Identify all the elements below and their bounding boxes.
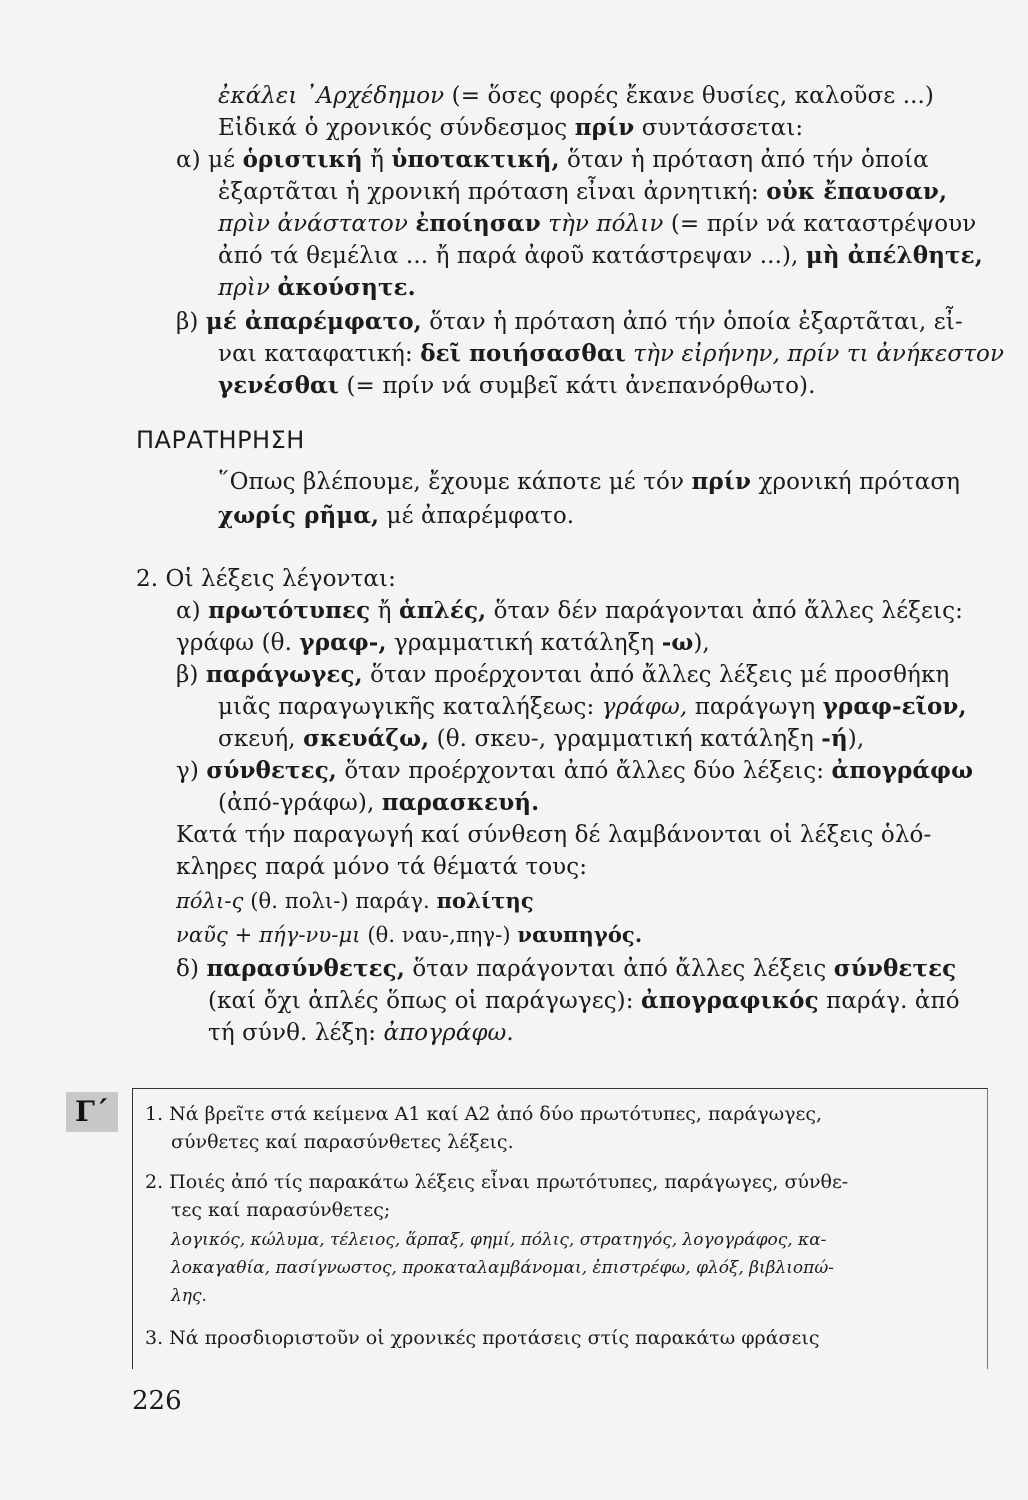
beta-line-2: ναι καταφατική: δεῖ ποιήσασθαι τὴν εἰρήνην, πρίν τι ἀνήκεστον <box>218 340 1005 367</box>
page-number: 226 <box>132 1386 182 1416</box>
section2-title: 2. Οἱ λέξεις λέγονται: <box>136 566 397 592</box>
section2-gamma-2: (ἀπό-γράφω), παρασκευή. <box>218 789 540 816</box>
beta-line-1: β) μέ ἀπαρέμφατο, ὅταν ἡ πρόταση ἀπό τήν ὁποία ἐξαρτᾶται, εἶ- <box>176 308 963 335</box>
alpha-line-5: πρὶν ἀκούσητε. <box>218 274 416 301</box>
alpha-line-3: πρὶν ἀνάστατον ἐποίησαν τὴν πόλιν (= πρίν νά καταστρέψουν <box>218 210 977 237</box>
remark-line-2: χωρίς ρῆμα, μέ ἀπαρέμφατο. <box>218 502 575 529</box>
exercise-2-word-list-2: λοκαγαθία, πασίγνωστος, προκαταλαμβάνομαι, ἐπιστρέφω, φλόξ, βιβλιοπώ- <box>171 1258 834 1278</box>
alpha-line-4: ἀπό τά θεμέλια ... ἤ παρά ἀφοῦ κατάστρεψαν ...), μὴ ἀπέλθητε, <box>218 242 983 269</box>
section2-beta-1: β) παράγωγες, ὅταν προέρχονται ἀπό ἄλλες λέξεις μέ προσθήκη <box>176 661 950 688</box>
intro-line-2: Εἰδικά ὁ χρονικός σύνδεσμος πρίν συντάσσεται: <box>218 114 804 141</box>
remark-heading: ΠΑΡΑΤΗΡΗΣΗ <box>136 426 305 454</box>
remark-line-1: ῞Οπως βλέπουμε, ἔχουμε κάποτε μέ τόν πρίν χρονική πρόταση <box>218 468 961 495</box>
exercise-2-word-list-1: λογικός, κώλυμα, τέλειος, ἅρπαξ, φημί, πόλις, στρατηγός, λογογράφος, κα- <box>171 1230 827 1250</box>
section2-delta-1: δ) παρασύνθετες, ὅταν παράγονται ἀπό ἄλλες λέξεις σύνθετες <box>176 955 957 982</box>
section2-example-2: ναῦς + πήγ-νυ-μι (θ. ναυ-,πηγ-) ναυπηγός. <box>176 922 643 947</box>
exercise-section-marker: Γ΄ <box>66 1092 118 1132</box>
exercise-1-line-1: 1. Νά βρεῖτε στά κείμενα Α1 καί Α2 ἀπό δύο πρωτότυπες, παράγωγες, <box>145 1103 823 1125</box>
exercise-box <box>132 1088 988 1369</box>
beta-line-3: γενέσθαι (= πρίν νά συμβεῖ κάτι ἀνεπανόρθωτο). <box>218 372 816 399</box>
alpha-line-2: ἐξαρτᾶται ἡ χρονική πρόταση εἶναι ἀρνητική: οὐκ ἔπαυσαν, <box>218 178 948 205</box>
alpha-line-1: α) μέ ὁριστική ἤ ὑποτακτική, ὅταν ἡ πρόταση ἀπό τήν ὁποία <box>176 146 929 173</box>
section2-alpha-1: α) πρωτότυπες ἤ ἁπλές, ὅταν δέν παράγονται ἀπό ἄλλες λέξεις: <box>176 597 963 624</box>
section2-beta-3: σκευή, σκευάζω, (θ. σκευ-, γραμματική κατάληξη -ή), <box>218 725 865 752</box>
exercise-2-word-list-3: λης. <box>171 1286 207 1306</box>
section2-alpha-2: γράφω (θ. γραφ-, γραμματική κατάληξη -ω), <box>176 629 710 656</box>
intro-line-1: ἐκάλει ᾿Αρχέδημον (= ὅσες φορές ἔκανε θυσίες, καλοῦσε ...) <box>218 83 935 109</box>
section2-para-2: κληρες παρά μόνο τά θέματά τους: <box>176 854 588 880</box>
exercise-2-line-2: τες καί παρασύνθετες; <box>171 1199 391 1221</box>
section2-para-1: Κατά τήν παραγωγή καί σύνθεση δέ λαμβάνονται οἱ λέξεις ὁλό- <box>176 822 932 848</box>
section2-gamma-1: γ) σύνθετες, ὅταν προέρχονται ἀπό ἄλλες δύο λέξεις: ἀπογράφω <box>176 757 974 784</box>
section2-beta-2: μιᾶς παραγωγικῆς καταλήξεως: γράφω, παράγωγη γραφ-εῖον, <box>218 693 967 720</box>
section2-delta-2: (καί ὄχι ἁπλές ὅπως οἱ παράγωγες): ἀπογραφικός παράγ. ἀπό <box>208 987 960 1014</box>
section2-delta-3: τή σύνθ. λέξη: ἀπογράφω. <box>208 1020 514 1046</box>
exercise-1-line-2: σύνθετες καί παρασύνθετες λέξεις. <box>171 1131 514 1153</box>
exercise-2-line-1: 2. Ποιές ἀπό τίς παρακάτω λέξεις εἶναι πρωτότυπες, παράγωγες, σύνθε- <box>145 1171 849 1193</box>
exercise-3-line-1: 3. Νά προσδιοριστοῦν οἱ χρονικές προτάσεις στίς παρακάτω φράσεις <box>145 1327 820 1349</box>
section2-example-1: πόλι-ς (θ. πολι-) παράγ. πολίτης <box>176 888 534 913</box>
